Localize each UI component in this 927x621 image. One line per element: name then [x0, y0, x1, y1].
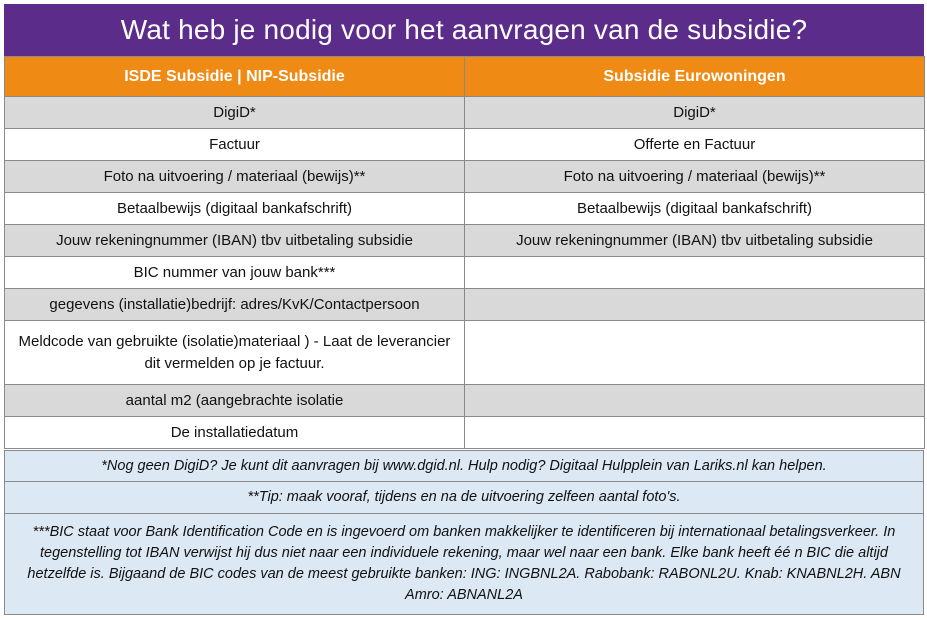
- table-cell-left: Meldcode van gebruikte (isolatie)materiaal ) - Laat de leverancier dit vermelden op je factuur.: [5, 321, 465, 385]
- table-cell-left: Jouw rekeningnummer (IBAN) tbv uitbetaling subsidie: [5, 225, 465, 257]
- table-cell-right: DigiD*: [465, 97, 925, 129]
- table-cell-right: [465, 417, 925, 449]
- footnote-digid: *Nog geen DigiD? Je kunt dit aanvragen bij www.dgid.nl. Hulp nodig? Digitaal Hulpplein van Lariks.nl kan helpen.: [4, 450, 924, 482]
- table-cell-left: Foto na uitvoering / materiaal (bewijs)**: [5, 161, 465, 193]
- table-cell-left: DigiD*: [5, 97, 465, 129]
- table-cell-right: Foto na uitvoering / materiaal (bewijs)**: [465, 161, 925, 193]
- footnotes: [4, 450, 924, 615]
- table-cell-right: Jouw rekeningnummer (IBAN) tbv uitbetaling subsidie: [465, 225, 925, 257]
- table-row: [5, 225, 925, 257]
- table-row: [5, 161, 925, 193]
- table-cell-right: [465, 257, 925, 289]
- table-cell-left: De installatiedatum: [5, 417, 465, 449]
- table-cell-right: [465, 289, 925, 321]
- table-row: [5, 193, 925, 225]
- subsidy-requirements-sheet: [4, 4, 924, 616]
- page-title: Wat heb je nodig voor het aanvragen van de subsidie?: [4, 4, 924, 56]
- table-cell-left: Betaalbewijs (digitaal bankafschrift): [5, 193, 465, 225]
- table-row: [5, 385, 925, 417]
- footnote-photo-tip: **Tip: maak vooraf, tijdens en na de uitvoering zelfeen aantal foto's.: [4, 482, 924, 514]
- table-cell-right: Offerte en Factuur: [465, 129, 925, 161]
- table-row: [5, 321, 925, 385]
- table-cell-left: Factuur: [5, 129, 465, 161]
- table-cell-right: [465, 321, 925, 385]
- table-cell-left: aantal m2 (aangebrachte isolatie: [5, 385, 465, 417]
- table-row: [5, 129, 925, 161]
- column-header-eurowoningen: Subsidie Eurowoningen: [465, 57, 925, 97]
- table-cell-left: gegevens (installatie)bedrijf: adres/KvK/Contactpersoon: [5, 289, 465, 321]
- column-header-isde: ISDE Subsidie | NIP-Subsidie: [5, 57, 465, 97]
- table-cell-right: [465, 385, 925, 417]
- table-cell-left: BIC nummer van jouw bank***: [5, 257, 465, 289]
- table-row: [5, 289, 925, 321]
- requirements-table: [4, 56, 925, 449]
- table-header-row: [5, 57, 925, 97]
- table-row: [5, 97, 925, 129]
- footnote-bic: ***BIC staat voor Bank Identification Code en is ingevoerd om banken makkelijker te identificeren bij internationaal betalingsverkeer. In tegenstelling tot IBAN verwijst hij dus niet naar een individuele rekening, maar wel naar een bank. Elke bank heeft éé n BIC die altijd hetzelfde is. Bijgaand de BIC codes van de meest gebruikte banken: ING: INGBNL2A. Rabobank: RABONL2U. Knab: KNABNL2H. ABN Amro: ABNANL2A: [4, 514, 924, 615]
- table-cell-right: Betaalbewijs (digitaal bankafschrift): [465, 193, 925, 225]
- table-row: [5, 417, 925, 449]
- table-row: [5, 257, 925, 289]
